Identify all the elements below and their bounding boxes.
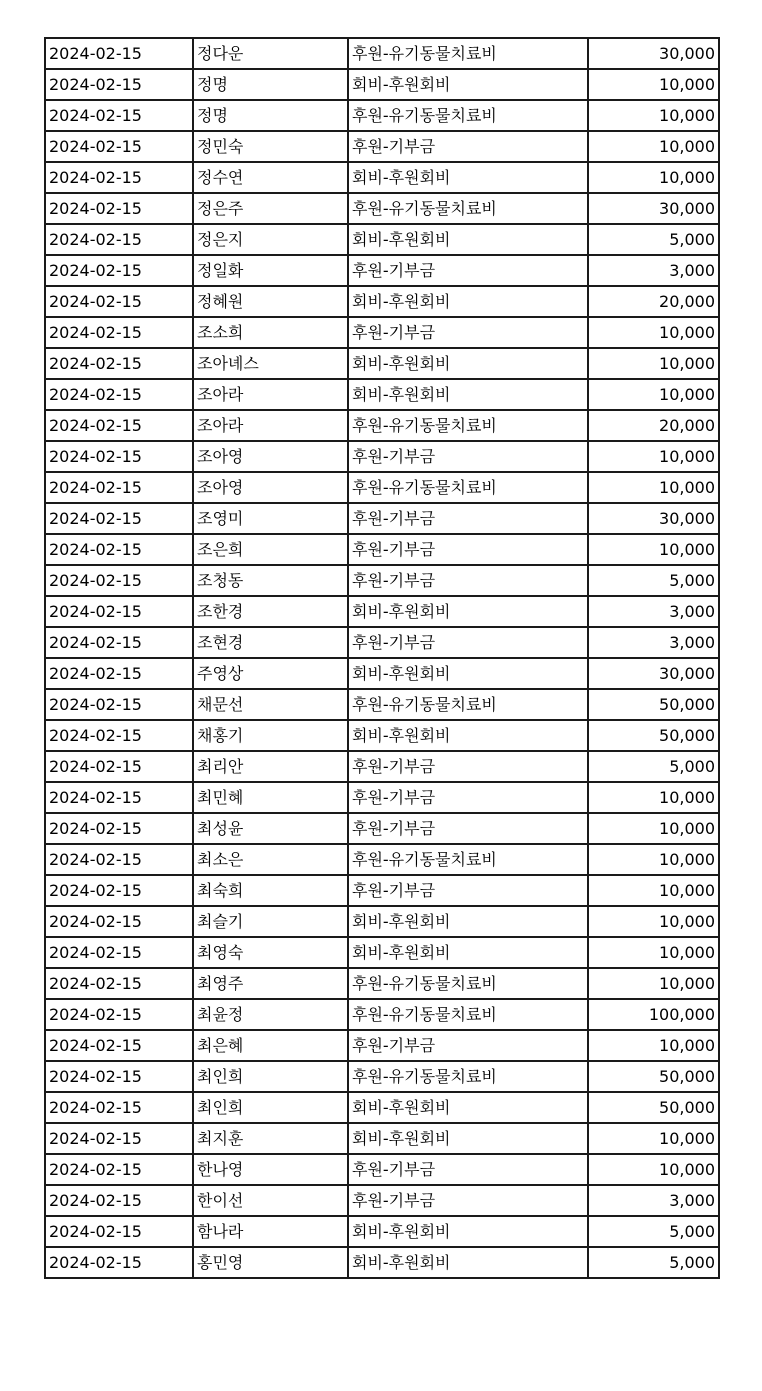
amount-cell: 5,000	[588, 751, 719, 782]
amount-cell: 50,000	[588, 689, 719, 720]
date-cell: 2024-02-15	[45, 689, 193, 720]
donor-name-cell: 정다운	[193, 38, 348, 69]
table-row	[45, 565, 719, 596]
date-cell: 2024-02-15	[45, 1247, 193, 1278]
amount-cell: 30,000	[588, 503, 719, 534]
amount-cell: 3,000	[588, 627, 719, 658]
date-cell: 2024-02-15	[45, 1123, 193, 1154]
donor-name-cell: 정은지	[193, 224, 348, 255]
date-cell: 2024-02-15	[45, 658, 193, 689]
donor-name-cell: 정명	[193, 69, 348, 100]
category-cell: 후원-기부금	[348, 813, 588, 844]
donor-name-cell: 한이선	[193, 1185, 348, 1216]
amount-cell: 20,000	[588, 286, 719, 317]
date-cell: 2024-02-15	[45, 813, 193, 844]
category-cell: 회비-후원회비	[348, 379, 588, 410]
amount-cell: 10,000	[588, 782, 719, 813]
table-row	[45, 1154, 719, 1185]
category-cell: 후원-유기동물치료비	[348, 410, 588, 441]
date-cell: 2024-02-15	[45, 100, 193, 131]
category-cell: 후원-기부금	[348, 875, 588, 906]
table-row	[45, 410, 719, 441]
date-cell: 2024-02-15	[45, 1216, 193, 1247]
category-cell: 후원-유기동물치료비	[348, 689, 588, 720]
amount-cell: 5,000	[588, 1247, 719, 1278]
table-row	[45, 999, 719, 1030]
date-cell: 2024-02-15	[45, 131, 193, 162]
donor-name-cell: 정명	[193, 100, 348, 131]
date-cell: 2024-02-15	[45, 69, 193, 100]
donor-name-cell: 최인희	[193, 1061, 348, 1092]
category-cell: 회비-후원회비	[348, 937, 588, 968]
donor-name-cell: 조소희	[193, 317, 348, 348]
donor-name-cell: 조아영	[193, 441, 348, 472]
donor-name-cell: 채홍기	[193, 720, 348, 751]
amount-cell: 10,000	[588, 813, 719, 844]
amount-cell: 50,000	[588, 1061, 719, 1092]
donor-name-cell: 최지훈	[193, 1123, 348, 1154]
donor-name-cell: 정일화	[193, 255, 348, 286]
date-cell: 2024-02-15	[45, 782, 193, 813]
amount-cell: 10,000	[588, 906, 719, 937]
category-cell: 후원-유기동물치료비	[348, 1061, 588, 1092]
amount-cell: 100,000	[588, 999, 719, 1030]
donor-name-cell: 조아녜스	[193, 348, 348, 379]
table-row	[45, 720, 719, 751]
table-row	[45, 1185, 719, 1216]
date-cell: 2024-02-15	[45, 999, 193, 1030]
category-cell: 후원-기부금	[348, 534, 588, 565]
table-row	[45, 1247, 719, 1278]
amount-cell: 5,000	[588, 1216, 719, 1247]
date-cell: 2024-02-15	[45, 968, 193, 999]
donor-name-cell: 조아라	[193, 410, 348, 441]
date-cell: 2024-02-15	[45, 906, 193, 937]
date-cell: 2024-02-15	[45, 38, 193, 69]
category-cell: 후원-기부금	[348, 317, 588, 348]
amount-cell: 10,000	[588, 1030, 719, 1061]
category-cell: 후원-유기동물치료비	[348, 193, 588, 224]
table-row	[45, 441, 719, 472]
category-cell: 후원-유기동물치료비	[348, 999, 588, 1030]
table-row	[45, 69, 719, 100]
table-row	[45, 627, 719, 658]
date-cell: 2024-02-15	[45, 255, 193, 286]
table-row	[45, 1092, 719, 1123]
donor-name-cell: 조아라	[193, 379, 348, 410]
amount-cell: 20,000	[588, 410, 719, 441]
amount-cell: 10,000	[588, 937, 719, 968]
date-cell: 2024-02-15	[45, 1092, 193, 1123]
donor-name-cell: 최성윤	[193, 813, 348, 844]
category-cell: 회비-후원회비	[348, 596, 588, 627]
donor-name-cell: 채문선	[193, 689, 348, 720]
table-row	[45, 1216, 719, 1247]
amount-cell: 3,000	[588, 255, 719, 286]
amount-cell: 10,000	[588, 968, 719, 999]
amount-cell: 3,000	[588, 596, 719, 627]
table-row	[45, 534, 719, 565]
table-row	[45, 1061, 719, 1092]
category-cell: 회비-후원회비	[348, 69, 588, 100]
table-row	[45, 782, 719, 813]
category-cell: 후원-기부금	[348, 1030, 588, 1061]
donor-name-cell: 최민혜	[193, 782, 348, 813]
amount-cell: 30,000	[588, 193, 719, 224]
amount-cell: 30,000	[588, 658, 719, 689]
table-row	[45, 503, 719, 534]
table-row	[45, 100, 719, 131]
date-cell: 2024-02-15	[45, 751, 193, 782]
donor-name-cell: 조한경	[193, 596, 348, 627]
category-cell: 회비-후원회비	[348, 906, 588, 937]
donor-name-cell: 최윤정	[193, 999, 348, 1030]
amount-cell: 10,000	[588, 162, 719, 193]
table-row	[45, 689, 719, 720]
category-cell: 회비-후원회비	[348, 1216, 588, 1247]
date-cell: 2024-02-15	[45, 1154, 193, 1185]
table-row	[45, 162, 719, 193]
date-cell: 2024-02-15	[45, 1030, 193, 1061]
amount-cell: 10,000	[588, 441, 719, 472]
amount-cell: 10,000	[588, 844, 719, 875]
category-cell: 후원-기부금	[348, 1154, 588, 1185]
date-cell: 2024-02-15	[45, 286, 193, 317]
donor-name-cell: 정은주	[193, 193, 348, 224]
donor-name-cell: 조현경	[193, 627, 348, 658]
category-cell: 후원-유기동물치료비	[348, 38, 588, 69]
table-row	[45, 472, 719, 503]
table-row	[45, 968, 719, 999]
date-cell: 2024-02-15	[45, 1061, 193, 1092]
amount-cell: 10,000	[588, 379, 719, 410]
category-cell: 회비-후원회비	[348, 1123, 588, 1154]
category-cell: 후원-기부금	[348, 503, 588, 534]
amount-cell: 10,000	[588, 1123, 719, 1154]
amount-cell: 10,000	[588, 317, 719, 348]
category-cell: 후원-기부금	[348, 782, 588, 813]
date-cell: 2024-02-15	[45, 720, 193, 751]
donor-name-cell: 정수연	[193, 162, 348, 193]
donor-name-cell: 최숙희	[193, 875, 348, 906]
table-row	[45, 875, 719, 906]
amount-cell: 10,000	[588, 875, 719, 906]
table-row	[45, 658, 719, 689]
table-row	[45, 193, 719, 224]
table-row	[45, 286, 719, 317]
donor-name-cell: 최영주	[193, 968, 348, 999]
date-cell: 2024-02-15	[45, 627, 193, 658]
category-cell: 후원-기부금	[348, 1185, 588, 1216]
date-cell: 2024-02-15	[45, 193, 193, 224]
donor-name-cell: 정민숙	[193, 131, 348, 162]
category-cell: 회비-후원회비	[348, 348, 588, 379]
ledger-body	[45, 38, 719, 1278]
donor-name-cell: 조아영	[193, 472, 348, 503]
category-cell: 회비-후원회비	[348, 224, 588, 255]
amount-cell: 10,000	[588, 534, 719, 565]
donor-name-cell: 최슬기	[193, 906, 348, 937]
date-cell: 2024-02-15	[45, 875, 193, 906]
donor-name-cell: 주영상	[193, 658, 348, 689]
table-row	[45, 1123, 719, 1154]
date-cell: 2024-02-15	[45, 441, 193, 472]
category-cell: 회비-후원회비	[348, 1092, 588, 1123]
amount-cell: 10,000	[588, 348, 719, 379]
category-cell: 후원-기부금	[348, 751, 588, 782]
category-cell: 후원-기부금	[348, 627, 588, 658]
table-row	[45, 906, 719, 937]
table-row	[45, 38, 719, 69]
donor-name-cell: 조영미	[193, 503, 348, 534]
category-cell: 회비-후원회비	[348, 720, 588, 751]
date-cell: 2024-02-15	[45, 503, 193, 534]
donor-name-cell: 한나영	[193, 1154, 348, 1185]
date-cell: 2024-02-15	[45, 348, 193, 379]
date-cell: 2024-02-15	[45, 224, 193, 255]
date-cell: 2024-02-15	[45, 565, 193, 596]
donor-name-cell: 홍민영	[193, 1247, 348, 1278]
table-row	[45, 317, 719, 348]
amount-cell: 5,000	[588, 224, 719, 255]
donor-name-cell: 조은희	[193, 534, 348, 565]
table-row	[45, 844, 719, 875]
donor-name-cell: 최리안	[193, 751, 348, 782]
amount-cell: 50,000	[588, 720, 719, 751]
date-cell: 2024-02-15	[45, 534, 193, 565]
table-row	[45, 348, 719, 379]
date-cell: 2024-02-15	[45, 1185, 193, 1216]
date-cell: 2024-02-15	[45, 596, 193, 627]
category-cell: 후원-기부금	[348, 131, 588, 162]
table-row	[45, 1030, 719, 1061]
date-cell: 2024-02-15	[45, 317, 193, 348]
table-row	[45, 937, 719, 968]
category-cell: 후원-유기동물치료비	[348, 968, 588, 999]
table-row	[45, 379, 719, 410]
amount-cell: 30,000	[588, 38, 719, 69]
category-cell: 후원-기부금	[348, 565, 588, 596]
category-cell: 회비-후원회비	[348, 286, 588, 317]
table-row	[45, 131, 719, 162]
amount-cell: 10,000	[588, 1154, 719, 1185]
category-cell: 후원-기부금	[348, 255, 588, 286]
amount-cell: 10,000	[588, 131, 719, 162]
table-row	[45, 255, 719, 286]
category-cell: 후원-유기동물치료비	[348, 100, 588, 131]
category-cell: 회비-후원회비	[348, 1247, 588, 1278]
donor-name-cell: 함나라	[193, 1216, 348, 1247]
donor-name-cell: 최소은	[193, 844, 348, 875]
date-cell: 2024-02-15	[45, 162, 193, 193]
date-cell: 2024-02-15	[45, 937, 193, 968]
category-cell: 후원-기부금	[348, 441, 588, 472]
date-cell: 2024-02-15	[45, 472, 193, 503]
donor-name-cell: 조청동	[193, 565, 348, 596]
table-row	[45, 224, 719, 255]
amount-cell: 3,000	[588, 1185, 719, 1216]
amount-cell: 10,000	[588, 69, 719, 100]
donor-name-cell: 최인희	[193, 1092, 348, 1123]
donor-name-cell: 최은혜	[193, 1030, 348, 1061]
donation-ledger-table	[44, 37, 720, 1279]
amount-cell: 5,000	[588, 565, 719, 596]
amount-cell: 50,000	[588, 1092, 719, 1123]
category-cell: 회비-후원회비	[348, 162, 588, 193]
donor-name-cell: 정혜원	[193, 286, 348, 317]
amount-cell: 10,000	[588, 472, 719, 503]
donor-name-cell: 최영숙	[193, 937, 348, 968]
category-cell: 회비-후원회비	[348, 658, 588, 689]
category-cell: 후원-유기동물치료비	[348, 844, 588, 875]
table-row	[45, 751, 719, 782]
date-cell: 2024-02-15	[45, 410, 193, 441]
table-row	[45, 813, 719, 844]
category-cell: 후원-유기동물치료비	[348, 472, 588, 503]
date-cell: 2024-02-15	[45, 844, 193, 875]
amount-cell: 10,000	[588, 100, 719, 131]
table-row	[45, 596, 719, 627]
date-cell: 2024-02-15	[45, 379, 193, 410]
